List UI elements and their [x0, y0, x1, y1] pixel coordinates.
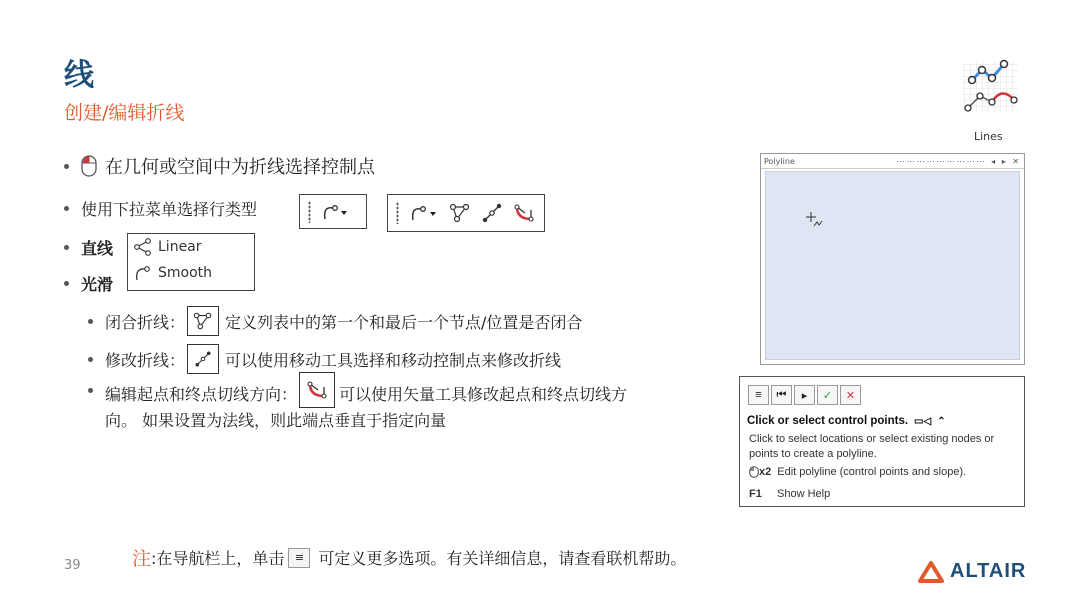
note-head: 注	[132, 548, 152, 570]
sub-bullet-label: 编辑起点和终点切线方向：	[105, 384, 298, 404]
guide-bar-row-edit	[749, 466, 966, 478]
bullet-smooth	[64, 272, 113, 295]
menu-item-smooth[interactable]	[128, 260, 254, 286]
bullet-linear	[64, 236, 113, 259]
bullet-text: 光滑	[81, 275, 114, 294]
bullet-text: 在几何或空间中为折线选择控制点	[105, 157, 375, 178]
note-text-after: 可定义更多选项。有关详细信息，请查看联机帮助。	[318, 549, 687, 568]
play-next-icon[interactable]: ▸	[794, 385, 815, 405]
video-icon[interactable]: ▭◁	[914, 415, 932, 427]
polyline-toolbar	[387, 194, 545, 232]
menu-icon[interactable]: ≡	[288, 548, 310, 568]
bullet-dot	[88, 388, 93, 393]
apply-check-icon[interactable]: ✓	[817, 385, 838, 405]
bullet-dot	[88, 357, 93, 362]
footnote	[132, 544, 686, 571]
edit-tangent-icon[interactable]	[513, 203, 535, 223]
bullet-dot	[64, 281, 69, 286]
panel-header-controls[interactable]: ⋯⋯⋯⋯⋯⋯⋯⋯⋯ ◂ ▸ ✕	[896, 156, 1021, 166]
close-polyline-icon[interactable]	[449, 203, 471, 223]
cancel-x-icon[interactable]: ✕	[840, 385, 861, 405]
guide-bar-row-text: Show Help	[777, 488, 831, 500]
sub-bullet-desc: 可以使用移动工具选择和移动控制点来修改折线	[225, 350, 562, 370]
slide-title: 线	[64, 58, 94, 93]
line-type-dropdown[interactable]	[299, 194, 367, 229]
guide-bar-row-text: Edit polyline (control points and slope).	[777, 466, 967, 478]
bullet-dot	[64, 206, 69, 211]
altair-logo-icon	[918, 561, 944, 583]
brand-name: ALTAIR	[950, 560, 1027, 582]
lines-icon[interactable]	[958, 58, 1022, 116]
guide-bar-title: Click or select control points.	[747, 415, 909, 427]
mouse-icon	[81, 155, 97, 177]
bullet-dot	[64, 245, 69, 250]
sub-bullet-tangent	[88, 378, 627, 431]
guide-bar-title-row	[747, 415, 946, 427]
sub-bullet-desc: 定义列表中的第一个和最后一个节点/位置是否闭合	[225, 312, 583, 332]
sub-bullet-close	[88, 306, 582, 336]
panel-title: Polyline	[764, 156, 795, 166]
sub-bullet-label: 闭合折线：	[105, 312, 186, 332]
bullet-dot	[64, 164, 69, 169]
page-number: 39	[64, 558, 81, 573]
slide-subtitle: 创建/编辑折线	[64, 102, 185, 124]
panel-header	[761, 154, 1024, 169]
sub-bullet-label: 修改折线：	[105, 350, 186, 370]
bullet-select-points	[64, 153, 375, 179]
menu-item-linear[interactable]	[128, 234, 254, 260]
mouse-double-click-key	[749, 466, 771, 478]
sub-bullet-modify	[88, 344, 561, 374]
line-type-dropdown-icon[interactable]	[409, 203, 439, 223]
bullet-dot	[88, 319, 93, 324]
guide-bar	[739, 376, 1025, 507]
bullet-text: 使用下拉菜单选择行类型	[81, 200, 258, 219]
note-text-before: :在导航栏上，单击	[151, 549, 285, 568]
brand-logo	[918, 560, 1026, 583]
smooth-curve-icon	[321, 202, 349, 222]
polyline-viewport-panel	[760, 153, 1025, 365]
modify-polyline-icon[interactable]	[481, 203, 503, 223]
skip-back-icon[interactable]: ⏮	[771, 385, 792, 405]
guide-bar-buttons	[748, 385, 861, 405]
tangent-line-1	[105, 378, 627, 408]
guide-bar-description: Click to select locations or select existing nodes or points to create a polyline.	[749, 433, 995, 460]
menu-item-label: Linear	[158, 239, 202, 255]
mouse-double-click-label: x2	[759, 466, 772, 478]
bullet-text: 直线	[81, 239, 114, 258]
edit-tangent-icon[interactable]	[299, 372, 335, 408]
sub-bullet-tangent-text	[105, 378, 627, 431]
toolbar-grip	[308, 201, 311, 223]
lines-icon-label: Lines	[974, 130, 1003, 143]
line-type-menu	[127, 233, 255, 291]
close-polyline-icon[interactable]	[187, 306, 219, 336]
sub-bullet-desc-cont: 向。 如果设置为法线，则此端点垂直于指定向量	[105, 411, 447, 430]
pick-cursor-icon	[806, 212, 824, 234]
collapse-icon[interactable]: ⌃	[937, 415, 946, 427]
menu-icon[interactable]: ≡	[748, 385, 769, 405]
bullet-dropdown	[64, 197, 257, 220]
linear-icon	[134, 238, 154, 256]
sub-bullet-desc: 可以使用矢量工具修改起点和终点切线方	[339, 384, 628, 404]
help-key: F1	[749, 488, 762, 500]
menu-item-label: Smooth	[158, 265, 213, 281]
modeling-viewport[interactable]	[765, 171, 1020, 360]
toolbar-grip	[396, 202, 399, 224]
guide-bar-row-help	[749, 488, 830, 500]
modify-polyline-icon[interactable]	[187, 344, 219, 374]
smooth-icon	[134, 264, 154, 282]
